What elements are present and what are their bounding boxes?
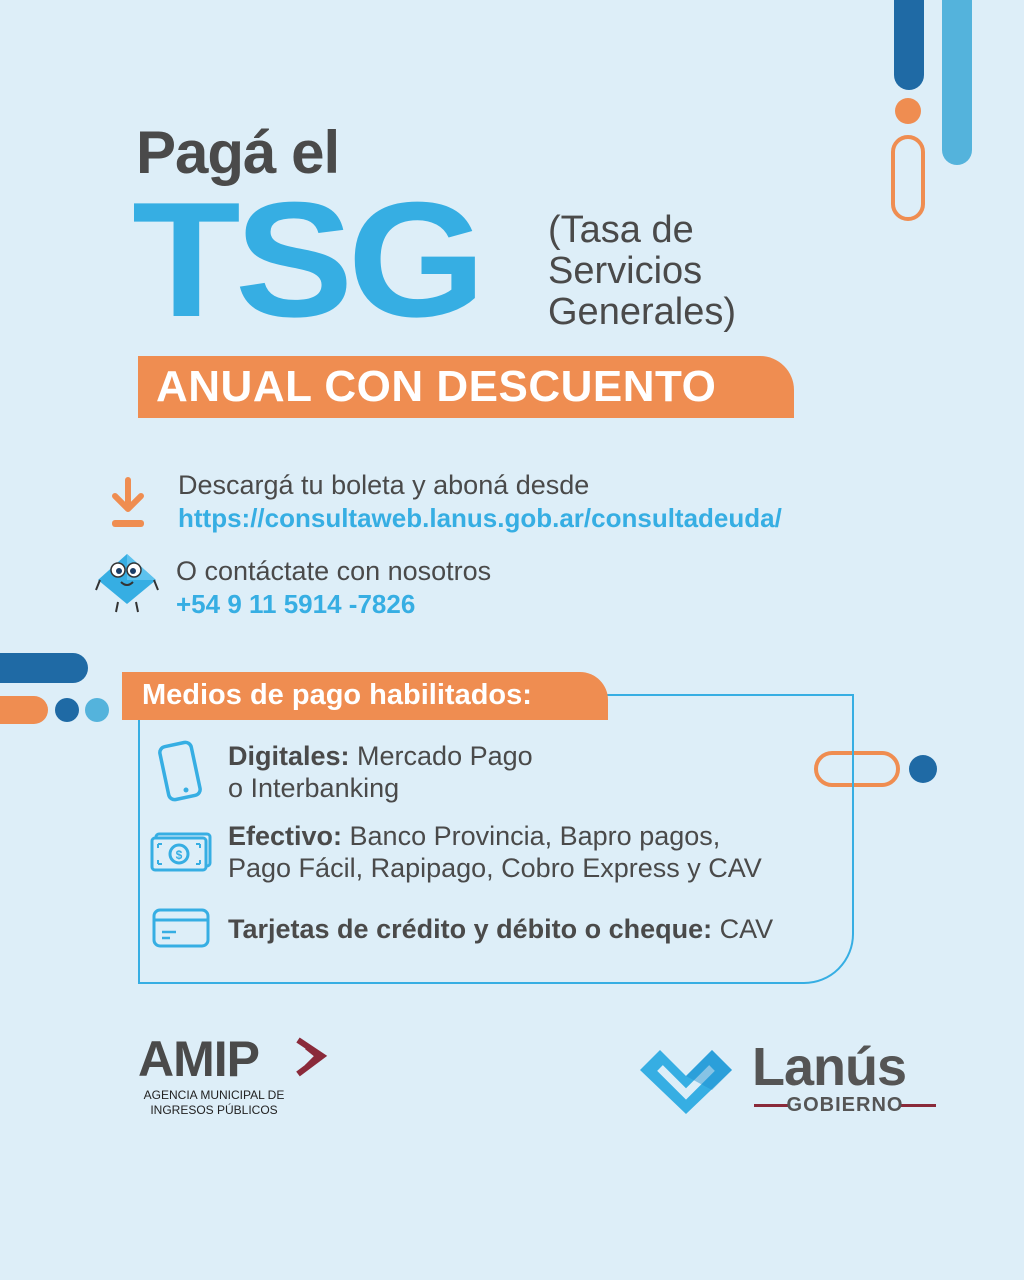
payment-item-cash-text: Banco Provincia, Bapro pagos,: [342, 821, 721, 851]
card-icon: [150, 906, 212, 950]
download-link[interactable]: https://consultaweb.lanus.gob.ar/consultadeuda/: [178, 503, 782, 533]
svg-text:$: $: [175, 848, 183, 862]
lanus-logo-text: Lanús: [752, 1037, 907, 1097]
payment-item-digital-text: Mercado Pago: [349, 741, 533, 771]
amip-subtitle: [138, 1088, 290, 1118]
payment-item-digital-text-2: o Interbanking: [228, 773, 400, 803]
payment-methods-title: Medios de pago habilitados:: [142, 679, 532, 711]
acronym-full: [548, 210, 736, 333]
amip-subtitle-line-2: INGRESOS PÚBLICOS: [150, 1103, 278, 1117]
acronym-title: TSG: [132, 167, 480, 351]
payment-item-cash-label: Efectivo:: [228, 821, 343, 851]
decorative-bars-left: [0, 648, 120, 730]
lanus-subtitle: GOBIERNO: [786, 1094, 904, 1116]
contact-text: O contáctate con nosotros: [176, 556, 492, 586]
download-icon: [108, 476, 148, 532]
amip-subtitle-line-1: AGENCIA MUNICIPAL DE: [143, 1088, 285, 1102]
payment-methods-header: [122, 672, 608, 720]
payment-item-cash: [228, 820, 762, 884]
decorative-bars-top: [880, 0, 980, 230]
download-text: Descargá tu boleta y aboná desde: [178, 470, 590, 500]
pre-title: Pagá el: [136, 119, 340, 186]
lanus-logo-icon: [636, 1030, 736, 1120]
discount-banner: [138, 356, 794, 418]
phone-icon: [156, 740, 206, 804]
amip-chevron-icon: [292, 1036, 330, 1078]
discount-banner-text: ANUAL CON DESCUENTO: [156, 362, 717, 411]
amip-logo-text: AMIP: [138, 1031, 259, 1087]
payment-item-digital: [228, 740, 533, 804]
contact-phone[interactable]: +54 9 11 5914 -7826: [176, 589, 416, 619]
payment-item-cash-text-2: Pago Fácil, Rapipago, Cobro Express y CAV: [228, 853, 762, 883]
cash-icon: [148, 830, 214, 874]
acronym-full-line-2: Servicios: [548, 250, 703, 292]
payment-item-digital-label: Digitales:: [228, 741, 350, 771]
acronym-full-line-1: (Tasa de: [548, 209, 694, 251]
payment-item-card: [228, 913, 773, 945]
payment-item-card-label: Tarjetas de crédito y débito o cheque:: [228, 914, 713, 944]
acronym-full-line-3: Generales): [548, 291, 736, 333]
payment-item-card-text: CAV: [712, 914, 774, 944]
mascot-icon: [94, 550, 160, 616]
